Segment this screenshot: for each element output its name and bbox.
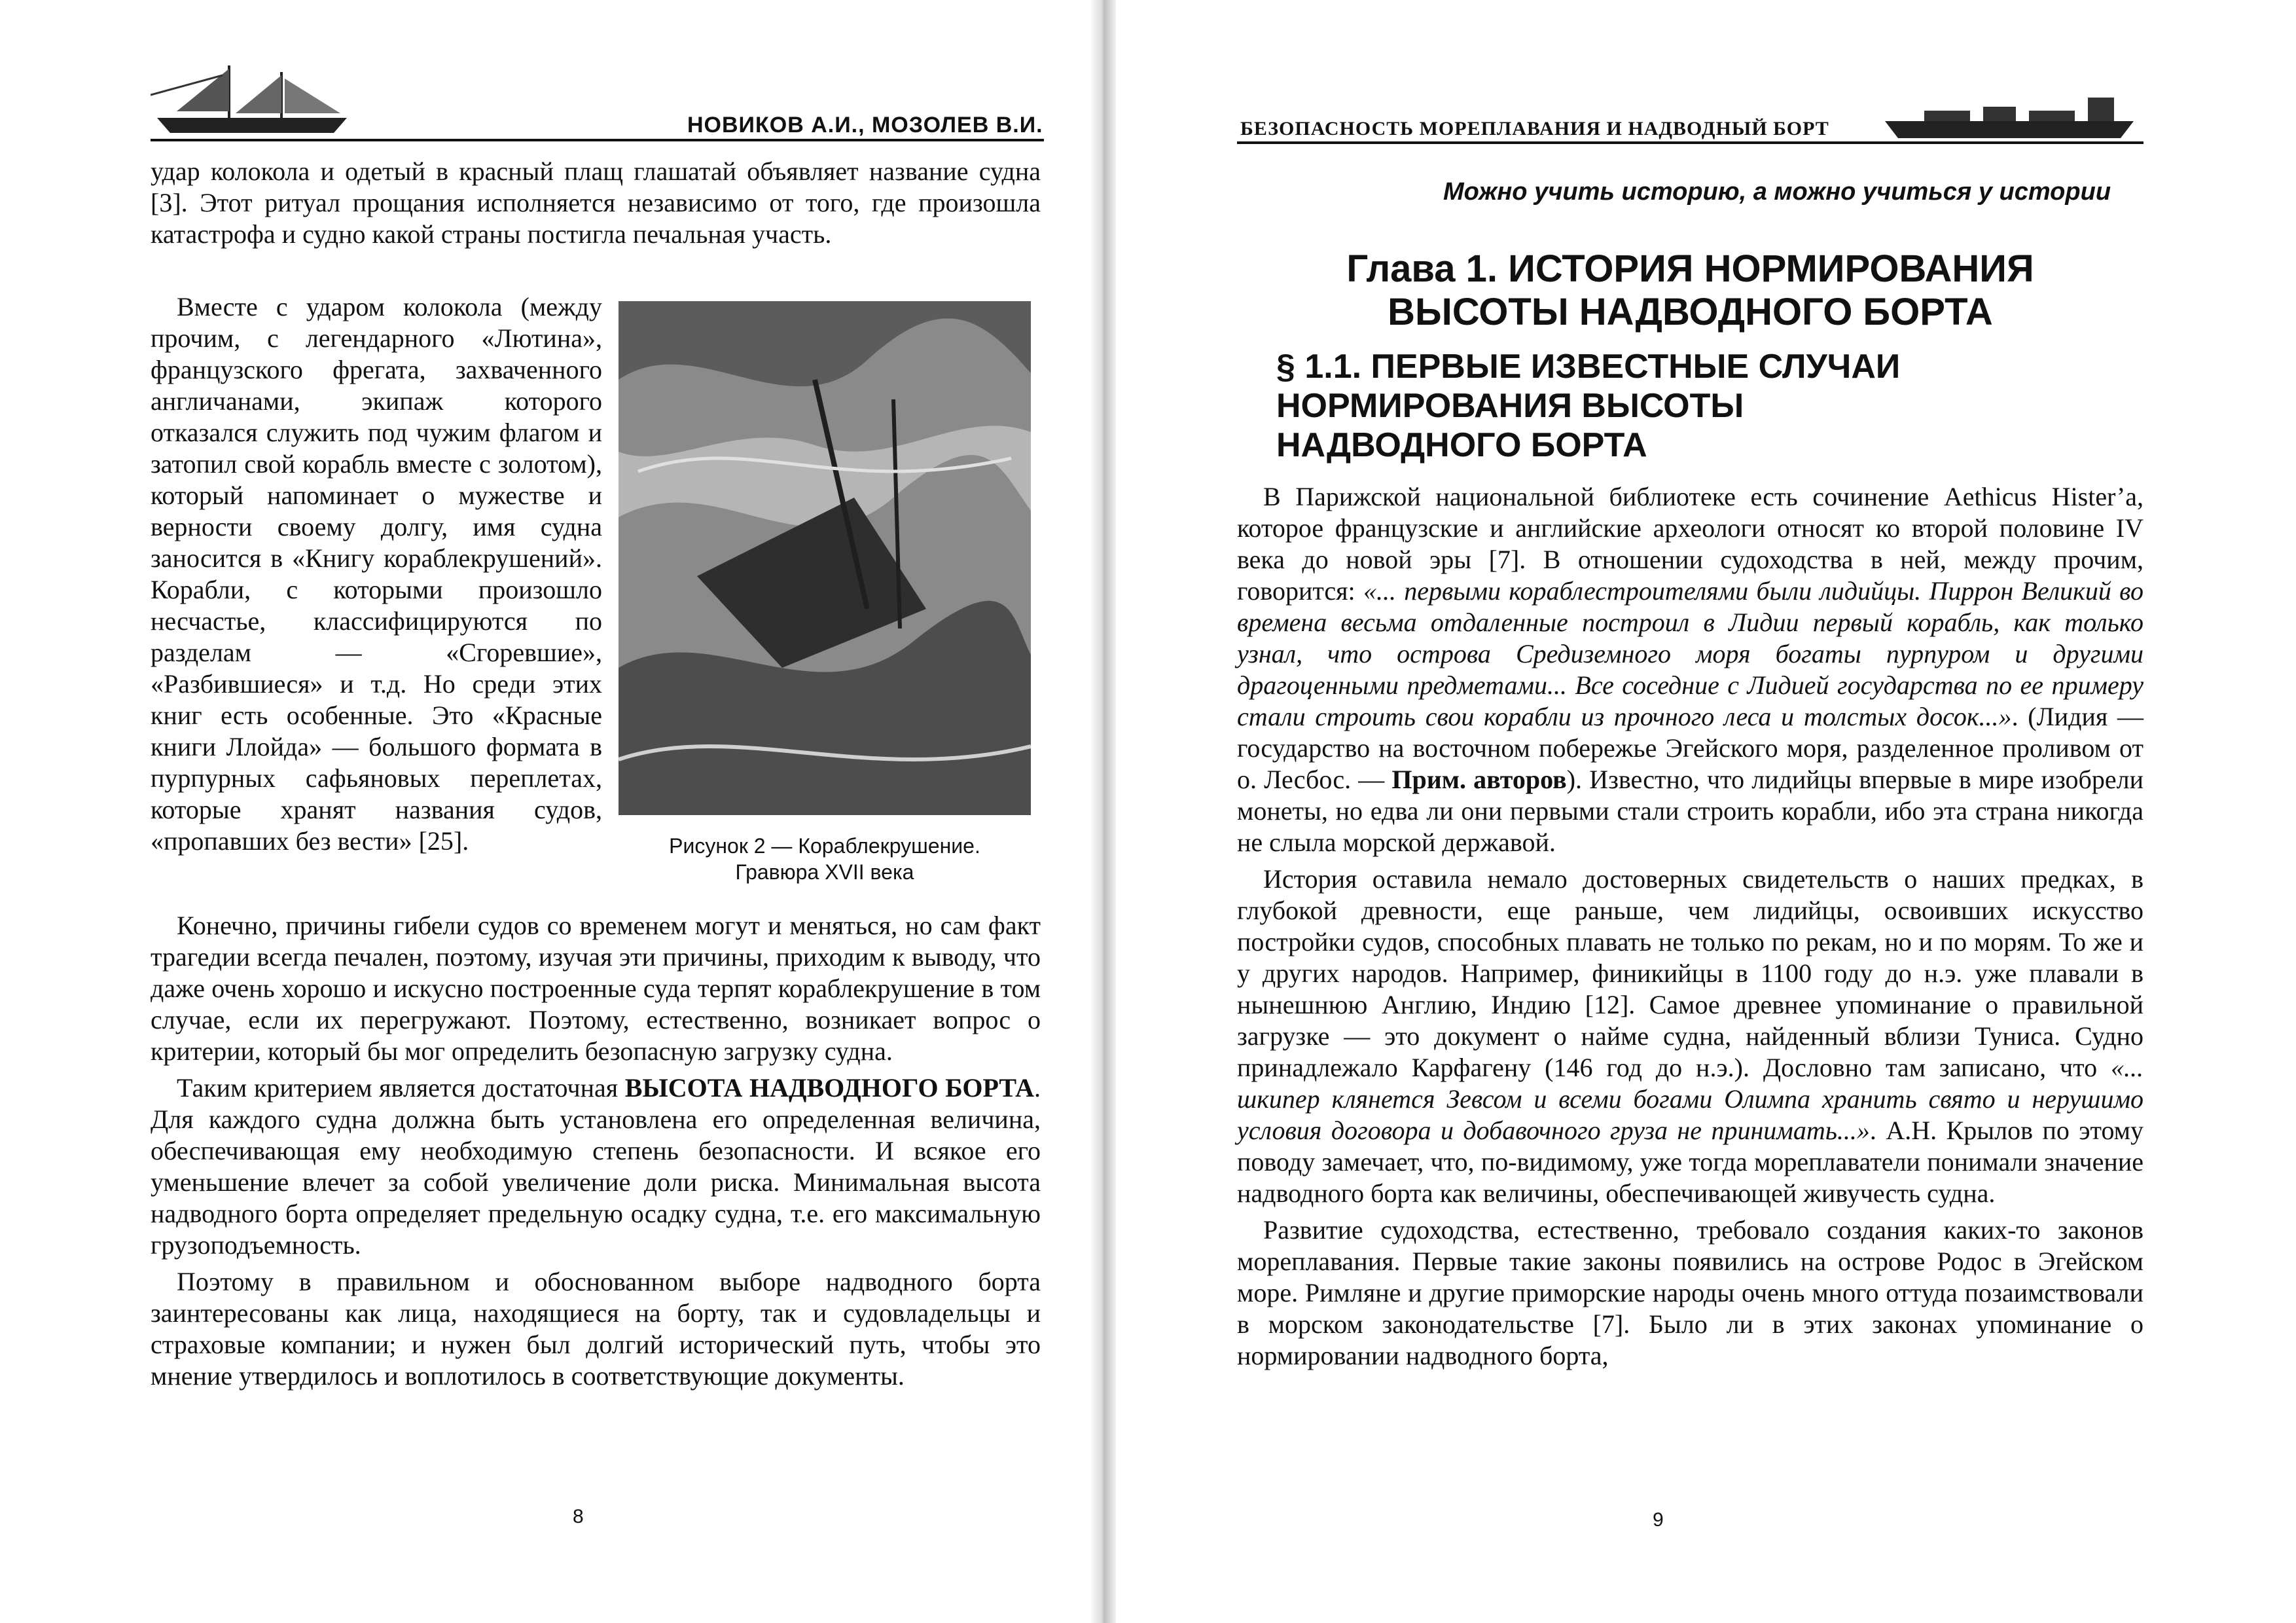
body-paragraphs: Конечно, причины гибели судов со временем могут и меняться, но сам факт трагедии всегда печален, поэтому, изучая эти причины, приходим к выводу, что даже очень хорошо и искусно построенные суда терпят кораблекрушение в том случае, если их перегружают. Поэтому, естественно, возникает вопрос о критерии, который бы мог определить безопасную загрузку судна. Таким критерием является достаточная ВЫСОТА НАДВОДНОГО БОРТА. Для каждого судна должна быть установлена его определенная величина, обеспечивающая ему необходимую степень безопасности. И всякое его уменьшение влечет за собой увеличение доли риска. Минимальная высота надводного борта определяет предельную осадку судна, т.е. его максимальную грузоподъемность. Поэтому в правильном и обоснованном выборе надводного борта заинтересованы как лица, находящиеся на борту, так и судовладельцы и страховые компании; и нужен был долгий исторический путь, чтобы это мнение утвердилось и воплотилось в соответствующие документы. bbox=[151, 911, 1041, 1391]
running-header: БЕЗОПАСНОСТЬ МОРЕПЛАВАНИЯ И НАДВОДНЫЙ БОРТ bbox=[1240, 118, 1829, 139]
page-number: 8 bbox=[573, 1506, 584, 1527]
chapter-title: Глава 1. ИСТОРИЯ НОРМИРОВАНИЯ ВЫСОТЫ НАДВОДНОГО БОРТА bbox=[1346, 247, 2034, 333]
header-rule bbox=[1237, 141, 2144, 144]
wrapped-paragraph: Вместе с ударом колокола (между прочим, с легендарного «Лютина», французского фрегата, захваченного англичанами, экипаж которого отказался служить под чужим флагом и затопил свой корабль вместе с золотом), который напоминает о мужестве и верности своему долгу, имя судна заносится в «Книгу кораблекрушений». Корабли, с которыми произошло несчастье, классифицируются по разделам — «Сгоревшие», «Разбившиеся» и т.д. Но среди этих книг есть особенные. Это «Красные книги Ллойда» — большого формата в пурпурных сафьяновых переплетах, которые хранят названия судов, «пропавших без вести» [25]. bbox=[151, 292, 602, 856]
right-page bbox=[1116, 0, 2296, 1623]
shipwreck-engraving bbox=[619, 301, 1031, 815]
running-header: НОВИКОВ А.И., МОЗОЛЕВ В.И. bbox=[687, 113, 1043, 137]
paragraph-2: История оставила немало достоверных свидетельств о наших предках, в глубокой древности, еще раньше, чем лидийцы, освоивших искусство постройки судов, способных плавать не только по рекам, но и по морям. То же и у других народов. Например, финикийцы в 1100 году до н.э. уже плавали в нынешнюю Англию, Индию [12]. Самое древнее упоминание о правильной загрузке — это документ о найме судна, найденный вблизи Туниса. Судно принадлежало Карфагену (146 год до н.э.). Дословно там записано, что «... шкипер клянется Зевсом и всеми богами Олимпа хранить свято и нерушимо условия договора и добавочного груза не принимать...». А.Н. Крылов по этому поводу замечает, что, по-видимому, уже тогда мореплаватели понимали значение надводного борта как величины, обеспечивающей живучесть судна. bbox=[1237, 864, 2144, 1208]
epigraph: Можно учить историю, а можно учиться у истории bbox=[1443, 178, 2111, 206]
left-page bbox=[0, 0, 1090, 1623]
paragraph-3: Развитие судоходства, естественно, требовало создания каких-то законов мореплавания. Первые такие законы появились на острове Родос в Эгейском море. Римляне и другие приморские народы очень много оттуда позаимствовали в морском законодательстве [7]. Было ли в этих законах упоминание о нормировании надводного борта, bbox=[1237, 1215, 2144, 1370]
paragraph-1: В Парижской национальной библиотеке есть сочинение Aethicus Hister’а, которое французские и английские археологи относят ко второй половине IV века до новой эры [7]. В отношении судоходства в ней, между прочим, говорится: «... первыми кораблестроителями были лидийцы. Пиррон Великий во времена весьма отдаленные построил в Лидии первый корабль, как только узнал, что острова Средиземного моря богаты пурпуром и другими драгоценными предметами... Все соседние с Лидией государства по ее примеру стали строить свои корабли из прочного леса и толстых досок...». (Лидия — государство на восточном побережье Эгейского моря, разделенное проливом от о. Лесбос. — Прим. авторов). Известно, что лидийцы впервые в мире изобрели монеты, но едва ли они первыми стали строить корабли, ибо эта страна никогда не слыла морской державой. bbox=[1237, 482, 2144, 857]
steamship-icon bbox=[1885, 95, 2134, 141]
intro-paragraph: удар колокола и одетый в красный плащ глашатай объявляет название судна [3]. Этот ритуал прощания исполняется независимо от того, где произошла катастрофа и судно какой страны постигла печальная участь. bbox=[151, 156, 1041, 249]
section-title: § 1.1. ПЕРВЫЕ ИЗВЕСТНЫЕ СЛУЧАИ НОРМИРОВАНИЯ ВЫСОТЫ НАДВОДНОГО БОРТА bbox=[1276, 348, 1901, 464]
page-number: 9 bbox=[1653, 1509, 1664, 1531]
header-rule bbox=[151, 139, 1044, 141]
sailing-ship-icon bbox=[151, 56, 360, 137]
book-spine bbox=[1090, 0, 1116, 1623]
criterion-paragraph: Таким критерием является достаточная ВЫСОТА НАДВОДНОГО БОРТА. Для каждого судна должна быть установлена его определенная величина, обеспечивающая ему необходимую степень безопасности. И всякое его уменьшение влечет за собой увеличение доли риска. Минимальная высота надводного борта определяет предельную осадку судна, т.е. его максимальную грузоподъемность. bbox=[151, 1073, 1041, 1260]
figure-caption: Рисунок 2 — Кораблекрушение. Гравюра XVII века bbox=[669, 834, 980, 884]
body-paragraphs bbox=[1237, 481, 2144, 1377]
